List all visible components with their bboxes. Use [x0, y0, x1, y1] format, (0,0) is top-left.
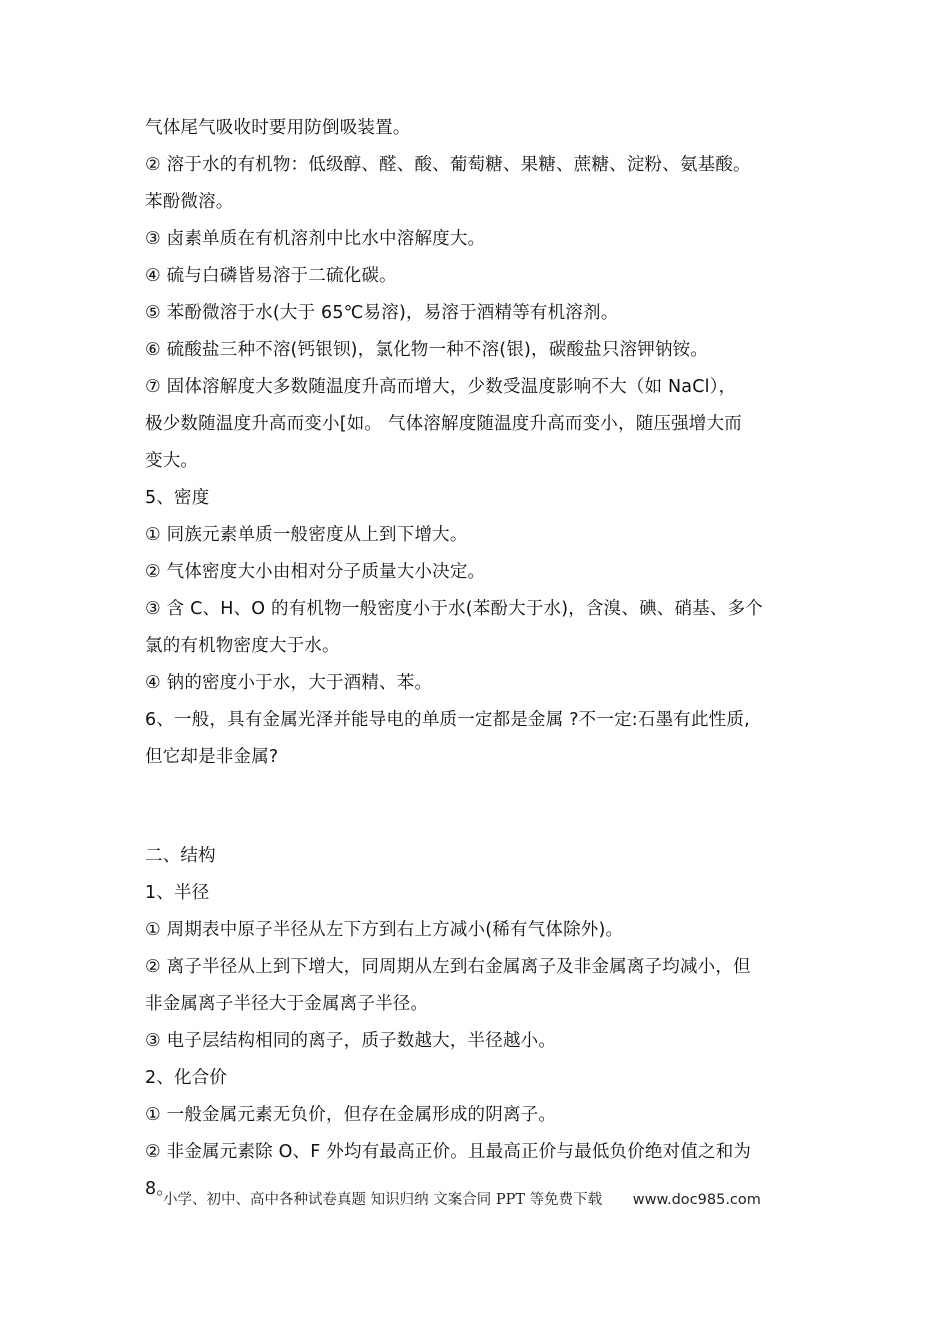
text-line: 气体尾气吸收时要用防倒吸装置。 [145, 118, 411, 138]
text-line: ⑤ 苯酚微溶于水(大于 65℃易溶)，易溶于酒精等有机溶剂。 [145, 303, 619, 323]
section-heading-radius: 1、半径 [145, 883, 210, 903]
text-line: ⑥ 硫酸盐三种不溶(钙银钡)，氯化物一种不溶(银)，碳酸盐只溶钾钠铵。 [145, 340, 709, 360]
document-body [145, 110, 825, 1208]
text-line: ② 气体密度大小由相对分子质量大小决定。 [145, 562, 486, 582]
text-line: ⑦ 固体溶解度大多数随温度升高而增大，少数受温度影响不大（如 NaCl）， [145, 377, 737, 397]
text-line: 8。 [145, 1179, 175, 1199]
text-line: ② 溶于水的有机物：低级醇、醛、酸、葡萄糖、果糖、蔗糖、淀粉、氨基酸。 [145, 155, 751, 175]
text-line: ① 周期表中原子半径从左下方到右上方减小(稀有气体除外)。 [145, 920, 624, 940]
text-line: ③ 含 C、H、O 的有机物一般密度小于水(苯酚大于水)，含溴、碘、硝基、多个 [145, 599, 763, 619]
paragraph-gap [145, 776, 825, 838]
page-footer [163, 1188, 761, 1209]
section-heading-valence: 2、化合价 [145, 1068, 228, 1088]
text-line: 非金属离子半径大于金属离子半径。 [145, 994, 429, 1014]
text-line: ④ 钠的密度小于水，大于酒精、苯。 [145, 673, 433, 693]
footer-url-link[interactable]: www.doc985.com [632, 1192, 761, 1208]
text-line: 氯的有机物密度大于水。 [145, 636, 340, 656]
text-line: ③ 电子层结构相同的离子，质子数越大，半径越小。 [145, 1031, 557, 1051]
text-line: ① 一般金属元素无负价，但存在金属形成的阴离子。 [145, 1105, 557, 1125]
text-line: ③ 卤素单质在有机溶剂中比水中溶解度大。 [145, 229, 486, 249]
text-line: 但它却是非金属? [145, 747, 279, 767]
footer-text: 小学、初中、高中各种试卷真题 知识归纳 文案合同 PPT 等免费下载 [163, 1192, 603, 1208]
text-line: 6、一般，具有金属光泽并能导电的单质一定都是金属 ?不一定:石墨有此性质, [145, 710, 750, 730]
section-heading-structure: 二、结构 [145, 846, 216, 866]
text-line: ② 离子半径从上到下增大，同周期从左到右金属离子及非金属离子均减小，但 [145, 957, 751, 977]
text-line: 极少数随温度升高而变小[如。 气体溶解度随温度升高而变小，随压强增大而 [145, 414, 742, 434]
text-line: ④ 硫与白磷皆易溶于二硫化碳。 [145, 266, 397, 286]
text-line: 苯酚微溶。 [145, 192, 234, 212]
text-line: ② 非金属元素除 O、F 外均有最高正价。且最高正价与最低负价绝对值之和为 [145, 1142, 752, 1162]
section-heading-density: 5、密度 [145, 488, 210, 508]
text-line: 变大。 [145, 451, 199, 471]
text-line: ① 同族元素单质一般密度从上到下增大。 [145, 525, 468, 545]
